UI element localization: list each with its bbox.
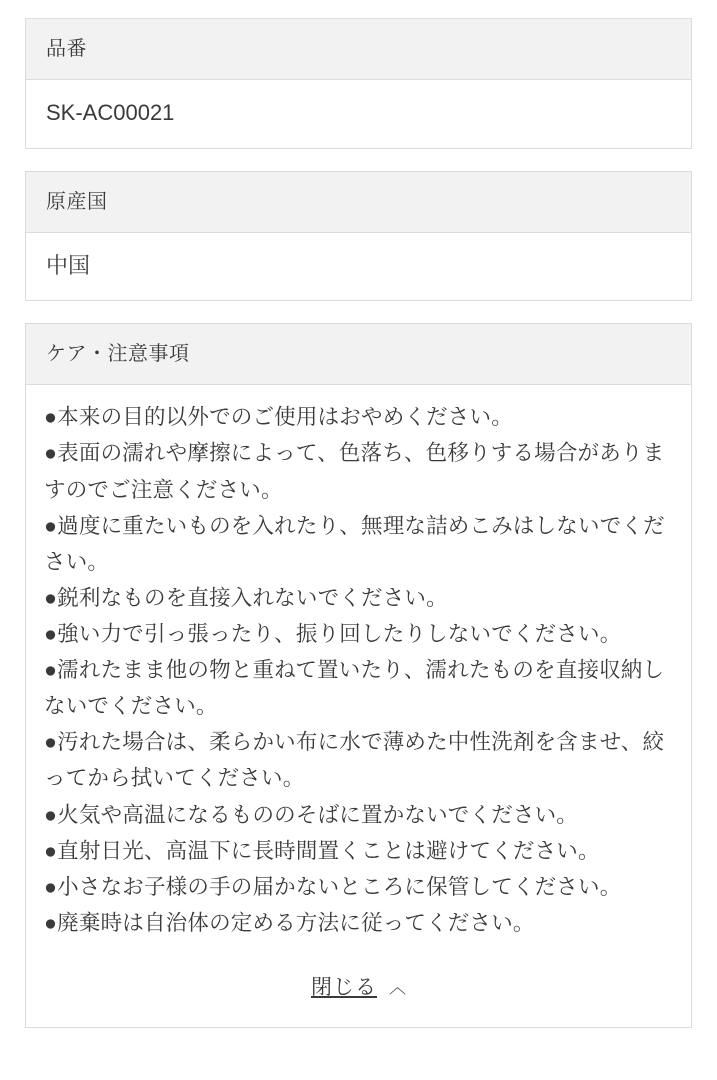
care-line: ●鋭利なものを直接入れないでください。 bbox=[44, 585, 448, 610]
care-line: ●火気や高温になるもののそばに置かないでください。 bbox=[44, 802, 578, 827]
spec-block-country-of-origin bbox=[25, 171, 692, 302]
care-close-row bbox=[26, 951, 691, 1027]
chevron-up-icon[interactable]: ︿ bbox=[389, 978, 406, 998]
care-line: ●濡れたまま他の物と重ねて置いたり、濡れたものを直接収納しないでください。 bbox=[44, 658, 665, 719]
spec-block-care-instructions bbox=[25, 323, 692, 1028]
spec-block-model-number bbox=[25, 18, 692, 149]
care-line: ●汚れた場合は、柔らかい布に水で薄めた中性洗剤を含ませ、絞ってから拭いてください。 bbox=[44, 730, 665, 791]
care-line: ●小さなお子様の手の届かないところに保管してください。 bbox=[44, 874, 622, 899]
spec-header-country-of-origin: 原産国 bbox=[26, 172, 691, 233]
spec-value-country-of-origin: 中国 bbox=[46, 252, 91, 278]
spec-header-care-instructions: ケア・注意事項 bbox=[26, 324, 691, 385]
care-line: ●表面の濡れや摩擦によって、色落ち、色移りする場合がありますのでご注意ください。 bbox=[44, 441, 665, 502]
spec-value-model-number: SK-AC00021 bbox=[46, 100, 175, 125]
care-line: ●過度に重たいものを入れたり、無理な詰めこみはしないでください。 bbox=[44, 513, 665, 574]
care-line: ●本来の目的以外でのご使用はおやめください。 bbox=[44, 405, 513, 430]
spec-header-model-number: 品番 bbox=[26, 19, 691, 80]
care-line: ●直射日光、高温下に長時間置くことは避けてください。 bbox=[44, 838, 600, 863]
care-line: ●強い力で引っ張ったり、振り回したりしないでください。 bbox=[44, 622, 622, 647]
care-line: ●廃棄時は自治体の定める方法に従ってください。 bbox=[44, 910, 535, 935]
close-button[interactable]: 閉じる bbox=[311, 976, 377, 1000]
care-instructions-body bbox=[26, 385, 691, 951]
